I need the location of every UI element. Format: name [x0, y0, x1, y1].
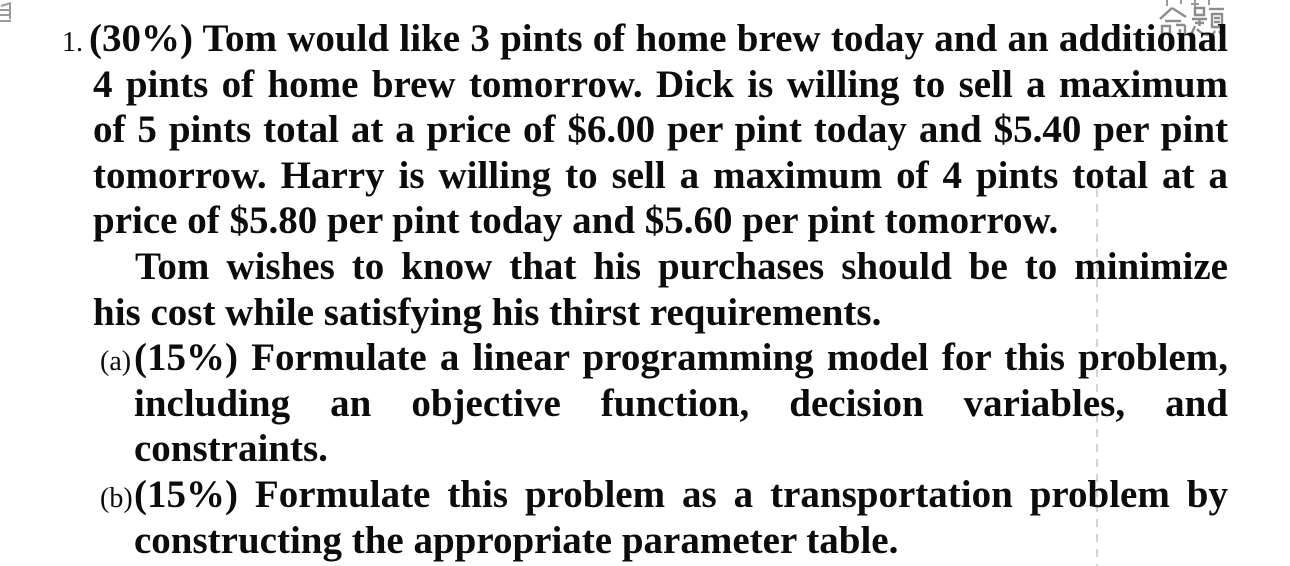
paragraph2-text: Tom wishes to know that his purchases should be to minimize	[135, 244, 1228, 288]
list-item-number: 1.	[62, 27, 83, 58]
statement-line	[93, 153, 1228, 199]
statement-line	[93, 62, 1228, 108]
part-b-label: (b)	[100, 482, 133, 514]
part-b-text: (15%) Formulate this problem as a transportation problem by	[134, 472, 1228, 516]
paragraph2-line	[93, 290, 1228, 336]
part-a-text: including an objective function, decision variables, and	[134, 381, 1228, 425]
statement-text: price of $5.80 per pint today and $5.60 per pint tomorrow.	[93, 199, 1059, 243]
part-a-text: constraints.	[134, 427, 328, 471]
statement-line	[93, 198, 1228, 244]
statement-line	[93, 107, 1228, 153]
paragraph2-text: his cost while satisfying his thirst requirements.	[93, 290, 882, 334]
part-a-label: (a)	[100, 346, 132, 378]
part-a-line	[134, 426, 1228, 472]
part-a-line	[134, 381, 1228, 427]
part-b-text: constructing the appropriate parameter table.	[134, 518, 899, 562]
part-a-text: (15%) Formulate a linear programming model for this problem,	[134, 336, 1228, 380]
part-b-line	[134, 518, 1228, 564]
statement-text: (30%) Tom would like 3 pints of home brew today and an additional	[89, 17, 1228, 60]
paragraph2-line	[135, 244, 1228, 290]
part-a-line	[100, 335, 1228, 381]
statement-text: of 5 pints total at a price of $6.00 per pint today and $5.40 per pint	[93, 108, 1228, 152]
part-b-line	[100, 472, 1228, 518]
statement-text: tomorrow. Harry is willing to sell a maximum of 4 pints total at a	[93, 153, 1228, 197]
statement-line	[62, 16, 1228, 62]
statement-text: 4 pints of home brew tomorrow. Dick is willing to sell a maximum	[93, 62, 1228, 106]
